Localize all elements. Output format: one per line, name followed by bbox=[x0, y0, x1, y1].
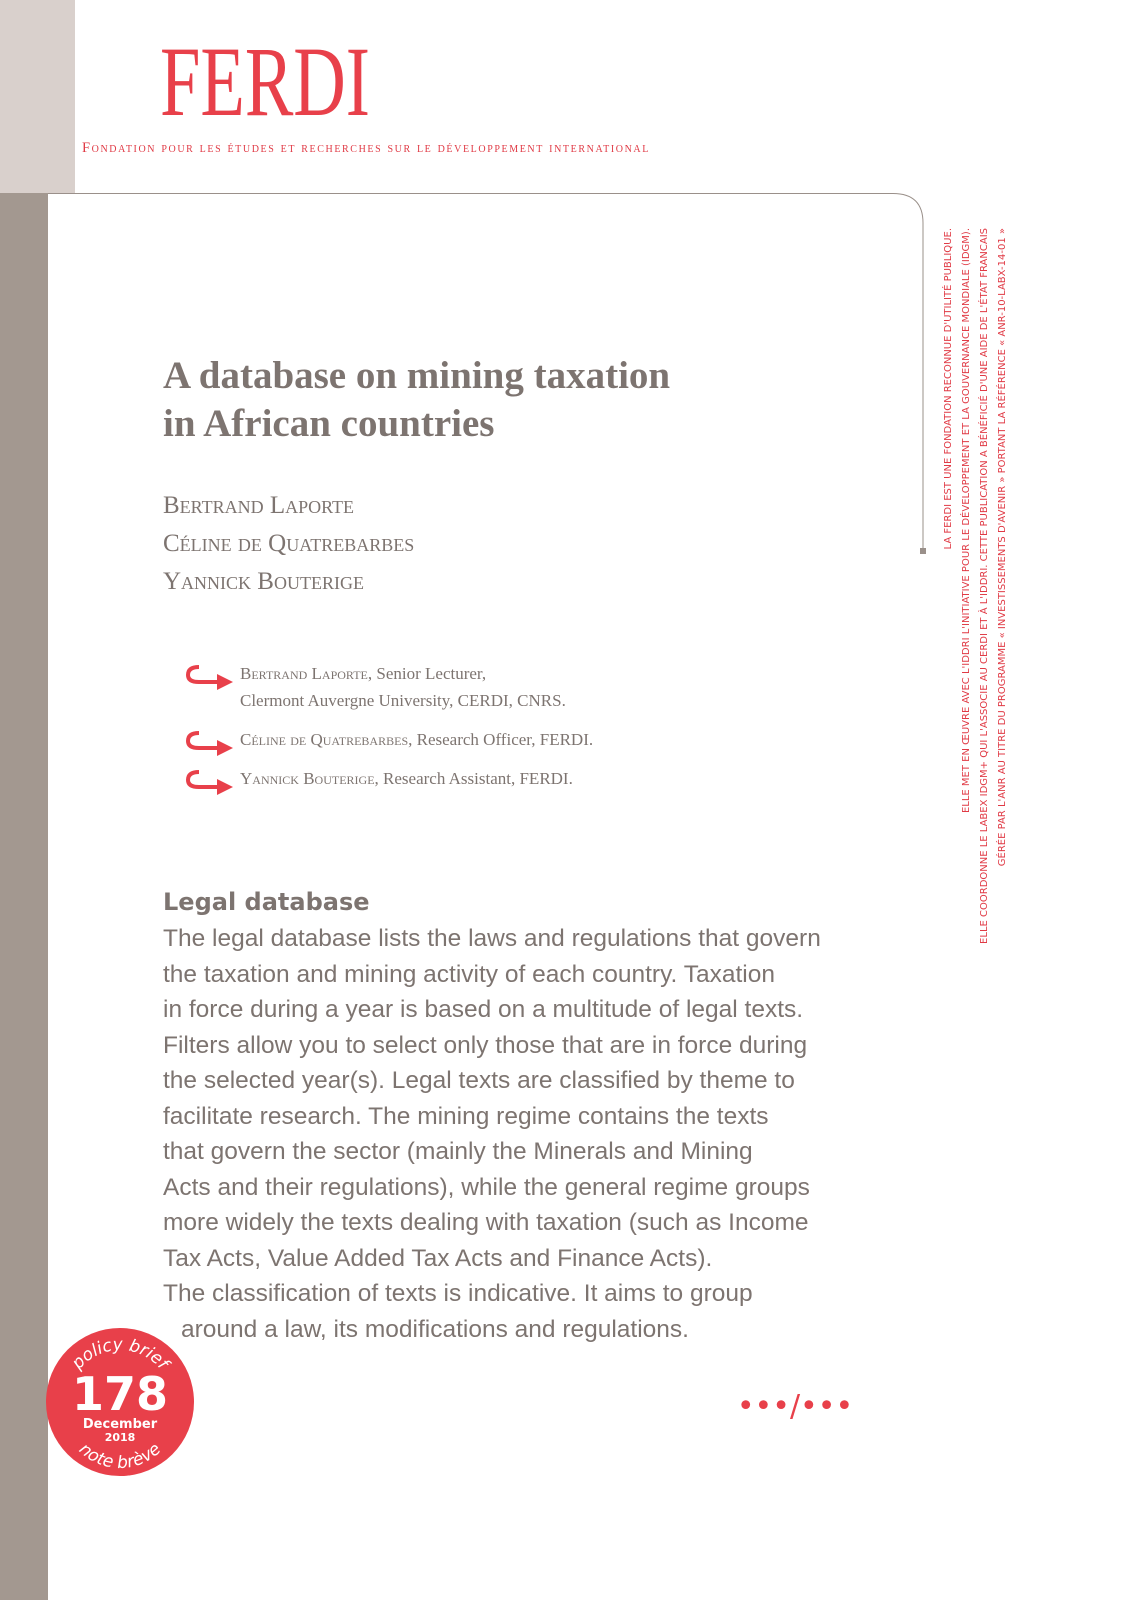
body-line: Tax Acts, Value Added Tax Acts and Finance Acts). bbox=[163, 1244, 713, 1272]
affiliation-name: Yannick Bouterige bbox=[240, 769, 375, 788]
body-line: that govern the sector (mainly the Minerals and Mining bbox=[163, 1138, 753, 1165]
body-line: the taxation and mining activity of each country. Taxation bbox=[163, 960, 775, 988]
body-line: around a law, its modifications and regulations. bbox=[181, 1315, 689, 1343]
arrow-icon bbox=[185, 730, 235, 760]
continuation-text: •••/••• bbox=[736, 1389, 854, 1424]
title-line-1: A database on mining taxation bbox=[163, 354, 671, 397]
body-line: more widely the texts dealing with taxation (such as Income bbox=[163, 1209, 809, 1236]
body-line: in force during a year is based on a multitude of legal texts. bbox=[163, 996, 804, 1023]
affiliation-name: Céline de Quatrebarbes bbox=[240, 730, 409, 749]
vertical-note: ELLE MET EN ŒUVRE AVEC L'IDDRI L'INITIATIVE POUR LE DÉVELOPPEMENT ET LA GOUVERNANCE MONDIALE (IDGM). bbox=[961, 228, 972, 814]
side-bar bbox=[0, 193, 48, 1600]
title-line-2: in African countries bbox=[163, 402, 495, 445]
affiliation-item bbox=[185, 726, 593, 753]
section-body bbox=[163, 921, 883, 1347]
ferdi-logo bbox=[160, 26, 380, 137]
affiliation-role: , Senior Lecturer, bbox=[367, 664, 487, 683]
affiliation-role: , Research Assistant, FERDI. bbox=[374, 769, 573, 788]
author-name: Bertrand Laporte bbox=[163, 492, 355, 519]
arrow-icon bbox=[185, 769, 235, 799]
badge-month: December bbox=[82, 1417, 158, 1432]
affiliation-list bbox=[185, 660, 593, 804]
vertical-note: GÉRÉE PAR L'ANR AU TITRE DU PROGRAMME « INVESTISSEMENTS D'AVENIR » PORTANT LA RÉFÉRENCE « ANR-10-LABX-14-01 » bbox=[997, 228, 1008, 867]
author-name: Céline de Quatrebarbes bbox=[163, 530, 415, 557]
affiliation-item bbox=[185, 660, 593, 714]
affiliation-name: Bertrand Laporte bbox=[240, 664, 368, 683]
arrow-icon bbox=[185, 664, 235, 694]
badge-top-text: policy brief bbox=[67, 1334, 173, 1374]
corner-block bbox=[0, 0, 75, 193]
logo-text: FERDI bbox=[160, 26, 370, 137]
vertical-note: LA FERDI EST UNE FONDATION RECONNUE D'UTILITÉ PUBLIQUE. bbox=[943, 228, 954, 550]
badge-bottom-text: note brève bbox=[75, 1439, 165, 1474]
affiliation-role: , Research Officer, FERDI. bbox=[408, 730, 594, 749]
badge-year: 2018 bbox=[104, 1431, 136, 1444]
vertical-note: ELLE COORDONNE LE LABEX IDGM+ QUI L'ASSOCIE AU CERDI ET À L'IDDRI. CETTE PUBLICATION A BÉNÉFICIÉ D'UNE AIDE DE L'ÉTAT FRANCAIS bbox=[979, 228, 990, 944]
body-line: the selected year(s). Legal texts are classified by theme to bbox=[163, 1067, 795, 1094]
document-title bbox=[163, 352, 670, 448]
section-heading: Legal database bbox=[163, 888, 370, 916]
author-list bbox=[163, 487, 414, 601]
affiliation-item bbox=[185, 765, 593, 792]
foundation-tagline: Fondation pour les études et recherches sur le développement international bbox=[82, 140, 650, 156]
body-line: The legal database lists the laws and regulations that govern bbox=[163, 925, 821, 952]
policy-brief-badge bbox=[46, 1328, 194, 1476]
body-line: The classification of texts is indicative. It aims to group bbox=[163, 1280, 753, 1307]
body-line: Acts and their regulations), while the general regime groups bbox=[163, 1173, 810, 1201]
author-name: Yannick Bouterige bbox=[163, 568, 364, 595]
affiliation-line2: Clermont Auvergne University, CERDI, CNRS. bbox=[240, 691, 566, 710]
continuation-marker bbox=[720, 1380, 870, 1440]
body-line: facilitate research. The mining regime contains the texts bbox=[163, 1102, 769, 1130]
body-line: Filters allow you to select only those that are in force during bbox=[163, 1031, 808, 1059]
badge-number: 178 bbox=[71, 1367, 169, 1421]
